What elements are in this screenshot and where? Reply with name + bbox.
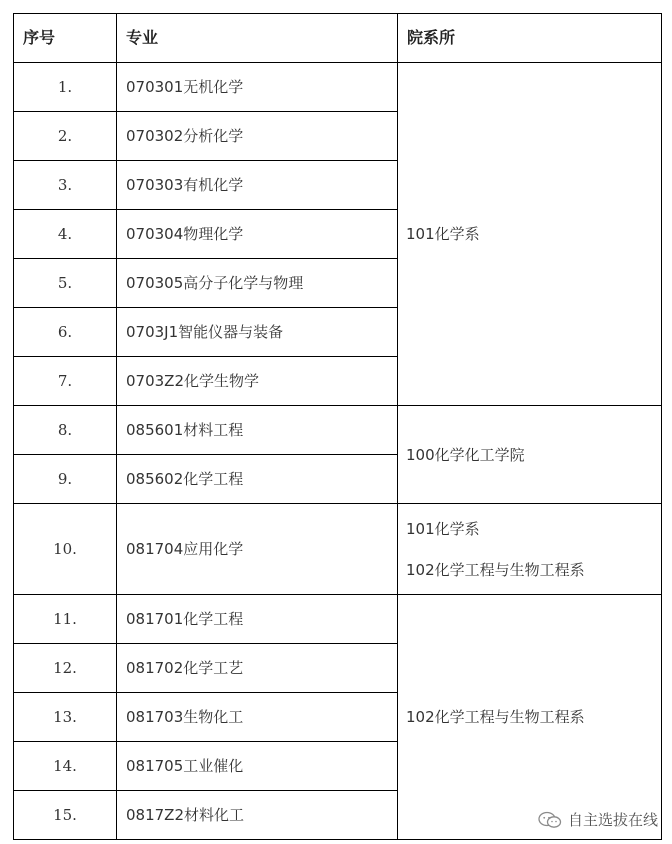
row-major: 0703J1智能仪器与装备 xyxy=(117,308,398,357)
row-major: 081705工业催化 xyxy=(117,742,398,791)
row-major: 085602化学工程 xyxy=(117,455,398,504)
department-cell xyxy=(398,504,662,595)
row-major: 070301无机化学 xyxy=(117,63,398,112)
row-number: 14. xyxy=(14,742,117,791)
department-name: 102化学工程与生物工程系 xyxy=(406,708,585,726)
row-major: 070303有机化学 xyxy=(117,161,398,210)
wechat-icon xyxy=(538,811,562,829)
row-number: 10. xyxy=(14,504,117,595)
row-number: 9. xyxy=(14,455,117,504)
watermark-text: 自主选拔在线 xyxy=(567,811,658,829)
majors-table xyxy=(13,13,662,840)
table-row xyxy=(14,406,662,455)
header-number: 序号 xyxy=(14,14,117,63)
department-name: 102化学工程与生物工程系 xyxy=(406,560,585,579)
row-number: 5. xyxy=(14,259,117,308)
header-department: 院系所 xyxy=(398,14,662,63)
row-major: 0703Z2化学生物学 xyxy=(117,357,398,406)
row-number: 7. xyxy=(14,357,117,406)
row-number: 1. xyxy=(14,63,117,112)
row-number: 15. xyxy=(14,791,117,840)
row-major: 081702化学工艺 xyxy=(117,644,398,693)
header-major: 专业 xyxy=(117,14,398,63)
row-major: 081703生物化工 xyxy=(117,693,398,742)
row-number: 8. xyxy=(14,406,117,455)
row-number: 2. xyxy=(14,112,117,161)
row-number: 3. xyxy=(14,161,117,210)
row-major: 085601材料工程 xyxy=(117,406,398,455)
department-cell xyxy=(398,406,662,504)
row-number: 12. xyxy=(14,644,117,693)
department-cell xyxy=(398,63,662,406)
row-major: 081701化学工程 xyxy=(117,595,398,644)
table-row xyxy=(14,63,662,112)
department-name: 101化学系 xyxy=(406,519,480,538)
row-number: 11. xyxy=(14,595,117,644)
table-row xyxy=(14,595,662,644)
table-header-row xyxy=(14,14,662,63)
row-major: 081704应用化学 xyxy=(117,504,398,595)
department-cell xyxy=(398,595,662,840)
table-row xyxy=(14,504,662,595)
row-major: 070304物理化学 xyxy=(117,210,398,259)
department-name: 101化学系 xyxy=(406,225,480,243)
row-number: 6. xyxy=(14,308,117,357)
row-number: 4. xyxy=(14,210,117,259)
watermark xyxy=(538,809,658,830)
row-major: 070305高分子化学与物理 xyxy=(117,259,398,308)
department-name: 100化学化工学院 xyxy=(406,445,525,464)
row-major: 0817Z2材料化工 xyxy=(117,791,398,840)
row-number: 13. xyxy=(14,693,117,742)
row-major: 070302分析化学 xyxy=(117,112,398,161)
